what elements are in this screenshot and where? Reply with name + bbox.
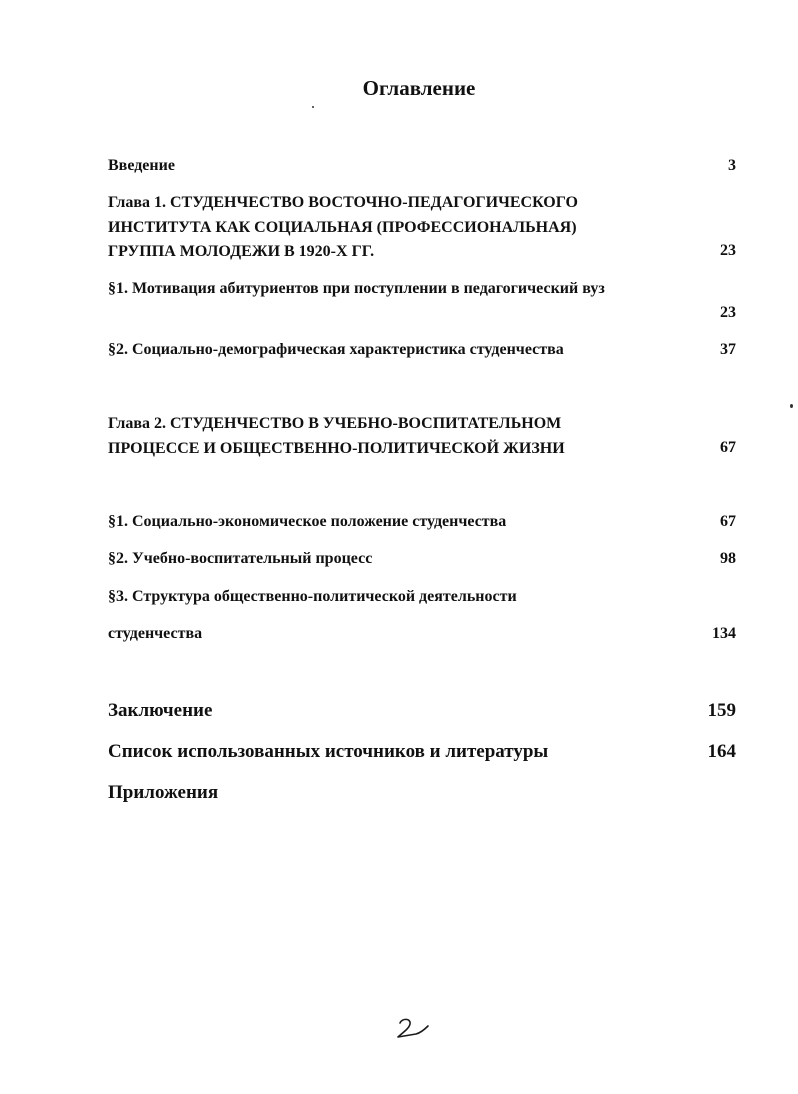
entry-title-line: ПРОЦЕССЕ И ОБЩЕСТВЕННО-ПОЛИТИЧЕСКОЙ ЖИЗНИ [108,440,565,457]
entry-page: 159 [707,700,736,721]
scan-speck [312,106,314,108]
toc-entry-section-2-2[interactable] [108,548,736,570]
entry-page: 3 [728,157,736,174]
entry-title-line: ИНСТИТУТА КАК СОЦИАЛЬНАЯ (ПРОФЕССИОНАЛЬНАЯ) [108,218,577,236]
toc-title: Оглавление [362,76,476,100]
toc-entry-appendices[interactable] [108,781,736,805]
entry-page: 98 [720,550,736,567]
entry-title-line: §3. Структура общественно-политической деятельности [108,588,517,605]
entry-page: 23 [720,304,736,321]
entry-page: 23 [720,242,736,259]
toc-entry-introduction[interactable] [108,155,736,177]
toc-entry-section-2-1[interactable] [108,511,736,533]
entry-title: Введение [108,157,175,174]
entry-page: 134 [712,625,736,642]
entry-title: Заключение [108,700,213,721]
entry-title-line: Глава 1. СТУДЕНЧЕСТВО ВОСТОЧНО-ПЕДАГОГИЧЕСКОГО [108,194,578,211]
entry-title: §2. Социально-демографическая характеристика студенчества [108,341,564,358]
entry-title: §2. Учебно-воспитательный процесс [108,550,373,567]
entry-page: 37 [720,341,736,358]
entry-title-line: студенчества [108,625,203,642]
entry-page: 67 [720,439,736,456]
toc-entry-bibliography[interactable] [108,740,736,764]
toc-entry-section-1-1[interactable] [108,278,736,326]
entry-title: Список использованных источников и литературы [108,741,549,762]
entry-title: Приложения [108,782,219,803]
toc-entry-section-1-2[interactable] [108,339,736,361]
toc-entry-chapter-1[interactable] [108,191,736,265]
handwritten-page-number [392,1014,432,1042]
entry-title: §1. Социально-экономическое положение студенчества [108,513,507,530]
entry-title: §1. Мотивация абитуриентов при поступлении в педагогический вуз [108,280,605,297]
toc-entry-conclusion[interactable] [108,699,736,723]
toc-entry-section-2-3[interactable] [108,586,736,646]
entry-title-line: Глава 2. СТУДЕНЧЕСТВО В УЧЕБНО-ВОСПИТАТЕЛЬНОМ [108,415,562,432]
toc-entry-chapter-2[interactable] [108,412,736,460]
entry-title-line: ГРУППА МОЛОДЕЖИ В 1920-Х ГГ. [108,243,375,260]
entry-page: 67 [720,513,736,530]
scan-speck [790,404,793,408]
entry-page: 164 [707,741,736,762]
